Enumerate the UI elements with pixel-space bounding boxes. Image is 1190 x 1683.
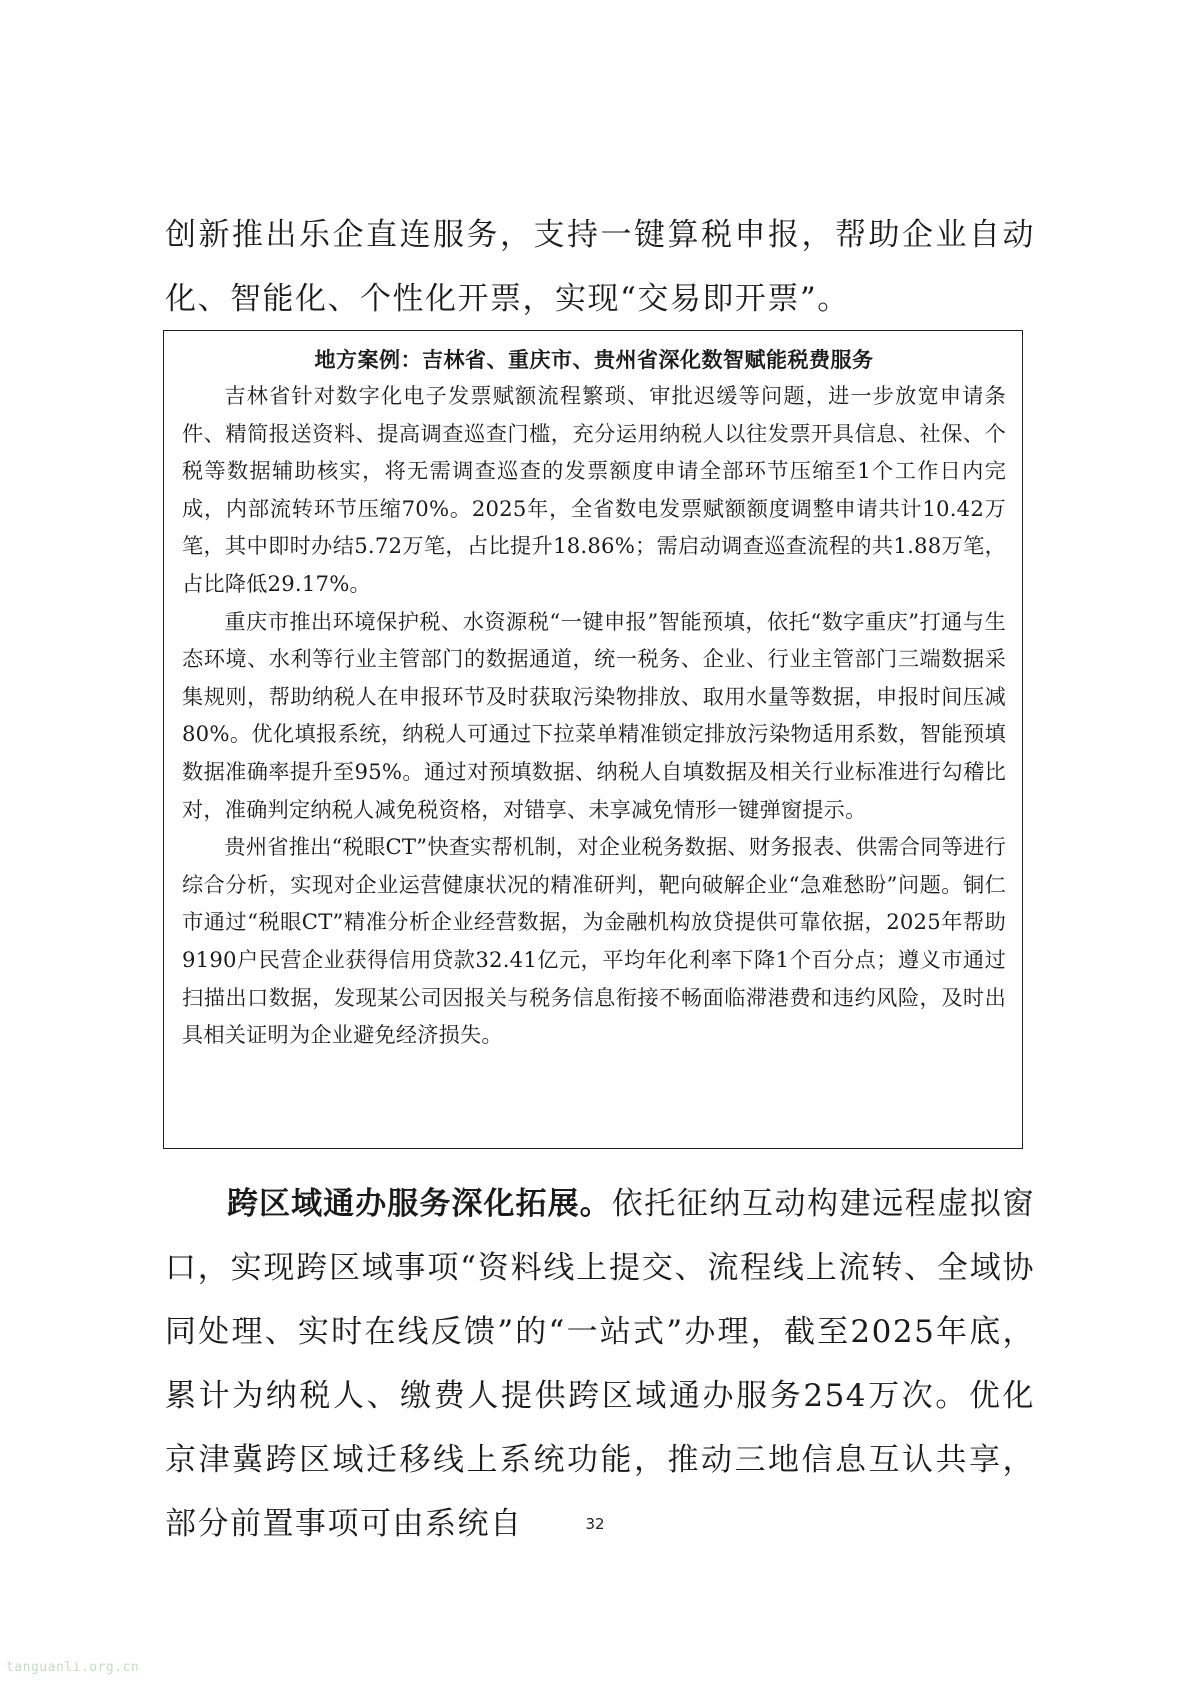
cross-region-paragraph xyxy=(165,1172,1035,1556)
case-paragraph-jilin: 吉林省针对数字化电子发票赋额流程繁琐、审批迟缓等问题，进一步放宽申请条件、精简报送资料、提高调查巡查门槛，充分运用纳税人以往发票开具信息、社保、个税等数据辅助核实，将无需调查巡查的发票额度申请全部环节压缩至1个工作日内完成，内部流转环节压缩70%。2025年，全省数电发票赋额额度调整申请共计10.42万笔，其中即时办结5.72万笔，占比提升18.86%；需启动调查巡查流程的共1.88万笔，占比降低29.17%。 xyxy=(182,383,1006,596)
cross-region-text: 依托征纳互动构建远程虚拟窗口，实现跨区域事项“资料线上提交、流程线上流转、全域协同处理、实时在线反馈”的“一站式”办理，截至2025年底，累计为纳税人、缴费人提供跨区域通办服务254万次。优化京津冀跨区域迁移线上系统功能，推动三地信息互认共享，部分前置事项可由系统自 xyxy=(165,1186,1035,1542)
intro-paragraph: 创新推出乐企直连服务，支持一键算税申报，帮助企业自动化、智能化、个性化开票，实现“交易即开票”。 xyxy=(165,217,1035,317)
case-paragraph-chongqing: 重庆市推出环境保护税、水资源税“一键申报”智能预填，依托“数字重庆”打通与生态环境、水利等行业主管部门的数据通道，统一税务、企业、行业主管部门三端数据采集规则，帮助纳税人在申报环节及时获取污染物排放、取用水量等数据，申报时间压减80%。优化填报系统，纳税人可通过下拉菜单精准锁定排放污染物适用系数，智能预填数据准确率提升至95%。通过对预填数据、纳税人自填数据及相关行业标准进行勾稽比对，准确判定纳税人减免税资格，对错享、未享减免情形一键弹窗提示。 xyxy=(182,608,1006,822)
cross-region-lead: 跨区域通办服务深化拓展。 xyxy=(227,1186,612,1222)
watermark: tanguanli.org.cn xyxy=(6,1660,140,1675)
case-paragraph-guizhou: 贵州省推出“税眼CT”快查实帮机制，对企业税务数据、财务报表、供需合同等进行综合分析，实现对企业运营健康状况的精准研判，靶向破解企业“急难愁盼”问题。铜仁市通过“税眼CT”精准分析企业经营数据，为金融机构放贷提供可靠依据，2025年帮助9190户民营企业获得信用贷款32.41亿元，平均年化利率下降1个百分点；遵义市通过扫描出口数据，发现某公司因报关与税务信息衔接不畅面临滞港费和违约风险，及时出具相关证明为企业避免经济损失。 xyxy=(182,834,1006,1048)
page-number: 32 xyxy=(585,1515,605,1533)
case-study-title: 地方案例：吉林省、重庆市、贵州省深化数智赋能税费服务 xyxy=(314,348,874,372)
case-study-box xyxy=(163,330,1023,1149)
